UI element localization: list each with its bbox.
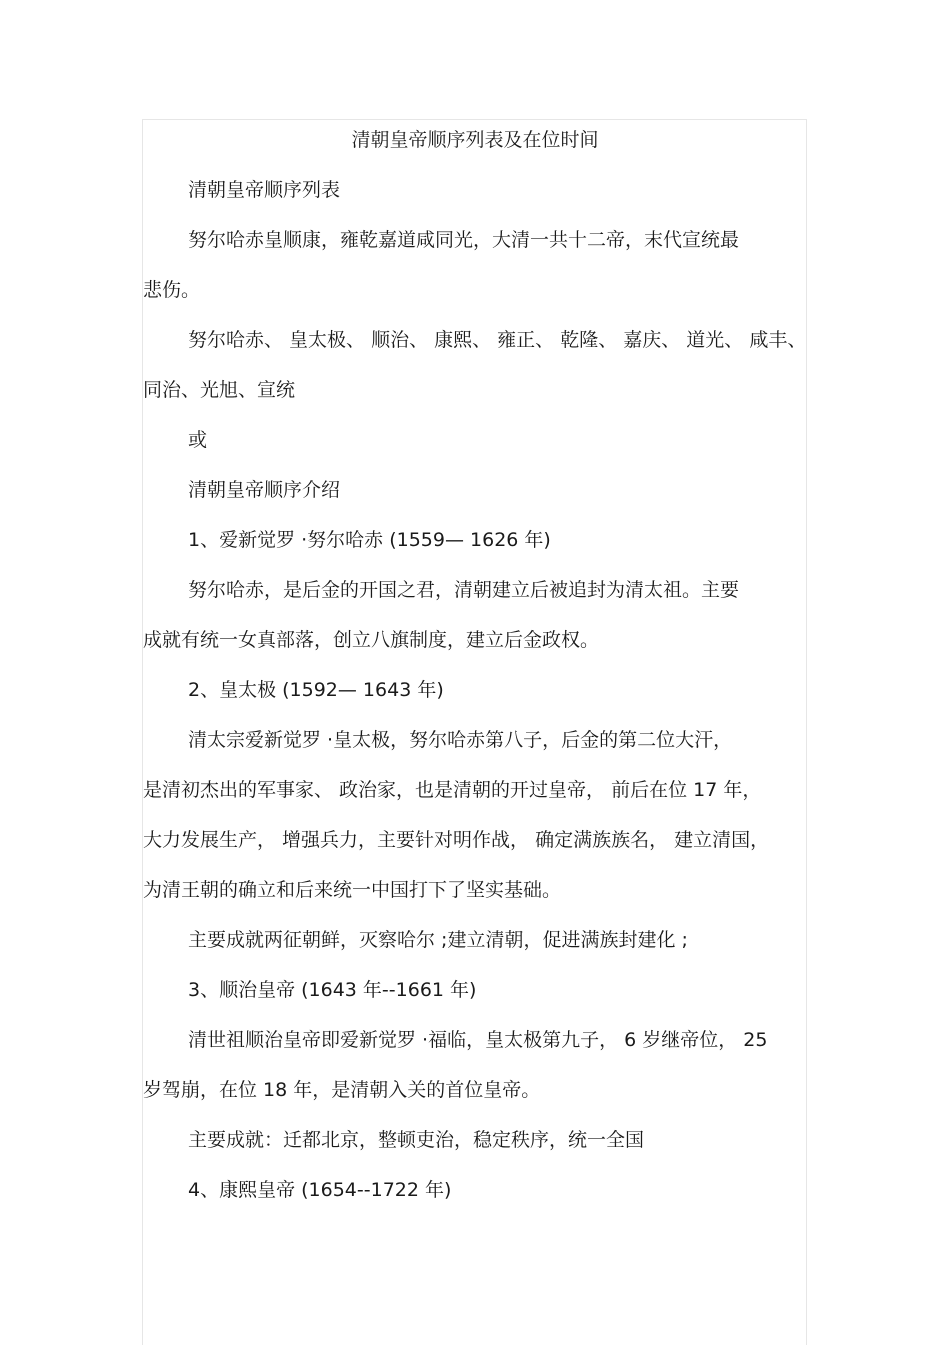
emperor-heading: 4、康熙皇帝 (1654--1722 年)	[188, 1179, 452, 1201]
paragraph-line: 清太宗爱新觉罗 ·皇太极，努尔哈赤第八子，后金的第二位大汗，	[188, 729, 733, 751]
paragraph-line: 努尔哈赤，是后金的开国之君，清朝建立后被追封为清太祖。主要	[188, 579, 740, 601]
document-title: 清朝皇帝顺序列表及在位时间	[351, 129, 599, 151]
emperor-heading: 3、顺治皇帝 (1643 年--1661 年)	[188, 979, 477, 1001]
paragraph-line: 为清王朝的确立和后来统一中国打下了坚实基础。	[143, 879, 562, 901]
paragraph-line: 大力发展生产， 增强兵力，主要针对明作战， 确定满族族名， 建立清国，	[143, 829, 770, 851]
paragraph-line: 主要成就：迁都北京，整顿吏治，稳定秩序，统一全国	[188, 1129, 645, 1151]
heading-emperor-intro: 清朝皇帝顺序介绍	[188, 479, 341, 501]
emperor-heading: 2、皇太极 (1592— 1643 年)	[188, 679, 444, 701]
paragraph-line: 是清初杰出的军事家、 政治家，也是清朝的开过皇帝， 前后在位 17 年，	[143, 779, 762, 801]
paragraph-line: 岁驾崩，在位 18 年，是清朝入关的首位皇帝。	[143, 1079, 541, 1101]
paragraph-line: 清世祖顺治皇帝即爱新觉罗 ·福临，皇太极第九子， 6 岁继帝位， 25	[188, 1029, 768, 1051]
paragraph-line: 努尔哈赤、 皇太极、 顺治、 康熙、 雍正、 乾隆、 嘉庆、 道光、 咸丰、	[188, 329, 807, 351]
paragraph-line: 同治、光旭、宣统	[143, 379, 296, 401]
emperor-heading: 1、爱新觉罗 ·努尔哈赤 (1559— 1626 年)	[188, 529, 551, 551]
paragraph-line: 主要成就两征朝鲜，灭察哈尔 ;建立清朝，促进满族封建化 ;	[188, 929, 688, 951]
paragraph-line: 努尔哈赤皇顺康，雍乾嘉道咸同光，大清一共十二帝，末代宣统最	[188, 229, 740, 251]
heading-emperor-list: 清朝皇帝顺序列表	[188, 179, 341, 201]
paragraph-line: 悲伤。	[143, 279, 201, 301]
paragraph-line: 或	[188, 429, 208, 451]
paragraph-line: 成就有统一女真部落，创立八旗制度，建立后金政权。	[143, 629, 600, 651]
